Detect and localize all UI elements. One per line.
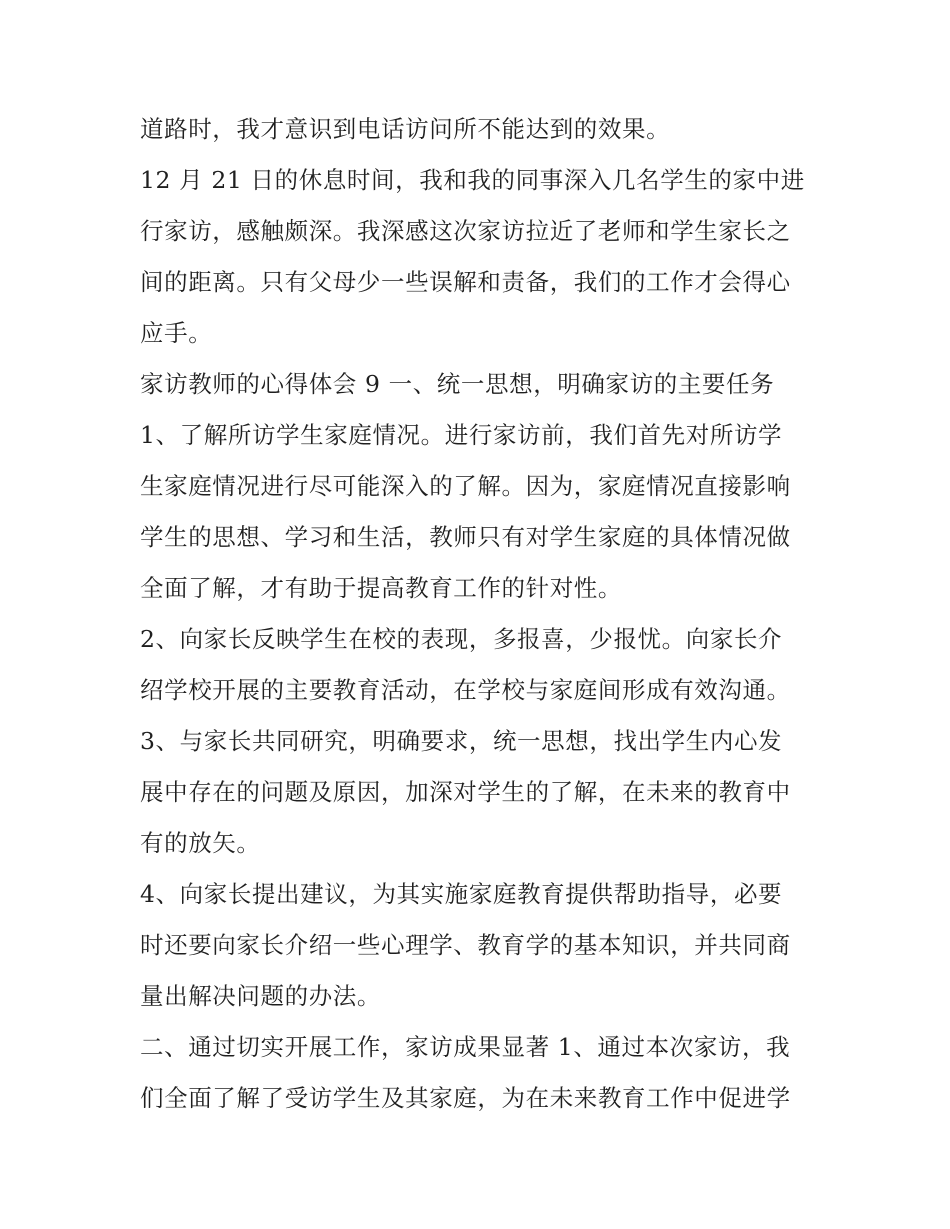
- text-line: 应手。: [140, 319, 213, 347]
- text-line: 生家庭情况进行尽可能深入的了解。因为，家庭情况直接影响: [140, 472, 791, 500]
- text-line: 展中存在的问题及原因，加深对学生的了解，在未来的教育中: [140, 778, 791, 806]
- text-line: 1、了解所访学生家庭情况。进行家访前，我们首先对所访学: [140, 421, 783, 449]
- document-body: [140, 104, 815, 1124]
- text-line: 们全面了解了受访学生及其家庭，为在未来教育工作中促进学: [140, 1084, 791, 1112]
- text-line: 有的放矢。: [140, 829, 261, 857]
- text-line: 学生的思想、学习和生活，教师只有对学生家庭的具体情况做: [140, 523, 791, 551]
- text-line: 12 月 21 日的休息时间，我和我的同事深入几名学生的家中进: [140, 166, 805, 194]
- text-line: 道路时，我才意识到电话访问所不能达到的效果。: [140, 115, 671, 143]
- text-line: 行家访，感触颇深。我深感这次家访拉近了老师和学生家长之: [140, 217, 791, 245]
- text-line: 间的距离。只有父母少一些误解和责备，我们的工作才会得心: [140, 268, 791, 296]
- text-line: 量出解决问题的办法。: [140, 982, 381, 1010]
- text-line: 2、向家长反映学生在校的表现，多报喜，少报忧。向家长介: [140, 625, 783, 653]
- text-line: 4、向家长提出建议，为其实施家庭教育提供帮助指导，必要: [140, 880, 783, 908]
- text-line: 二、通过切实开展工作，家访成果显著 1、通过本次家访，我: [140, 1033, 791, 1061]
- text-line: 3、与家长共同研究，明确要求，统一思想，找出学生内心发: [140, 727, 783, 755]
- text-line: 时还要向家长介绍一些心理学、教育学的基本知识，并共同商: [140, 931, 791, 959]
- section-heading-line: 家访教师的心得体会 9 一、统一思想，明确家访的主要任务: [140, 370, 775, 398]
- text-line: 全面了解，才有助于提高教育工作的针对性。: [140, 574, 622, 602]
- text-line: 绍学校开展的主要教育活动，在学校与家庭间形成有效沟通。: [140, 676, 791, 704]
